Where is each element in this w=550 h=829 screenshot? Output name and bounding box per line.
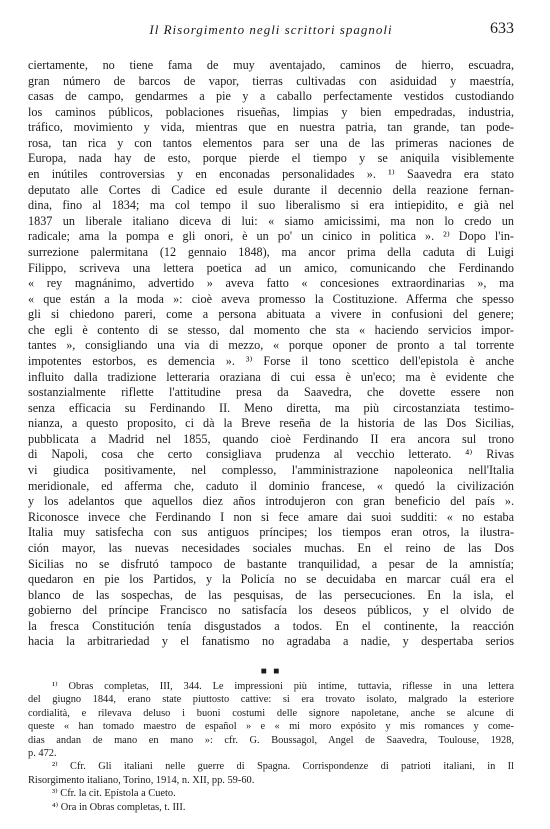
text-line: y los adelantos que aquellos diez años introdujeron con gran beneficio del país ».: [28, 494, 514, 509]
text-line: nianza, a questo proposito, ci dà la Breve reseña de la historia de las Dos Sicilias,: [28, 416, 514, 431]
text-line: meridionale, ed afferma che, caduto il dominio francese, « quedó la civilización: [28, 478, 514, 493]
text-line: en inútiles controversias y en enconadas personalidades ». ¹⁾ Saavedra era stato: [28, 167, 514, 182]
text-line: senza efficacia su Ferdinando II. Meno diretta, ma più circostanziata testimo-: [28, 400, 514, 415]
text-line: « que están a la moda »: cioè aveva promesso la Costituzione. Afferma che spesso: [28, 291, 514, 306]
text-line: che egli è contento di se stesso, dal momento che sta « haciendo servicios impor-: [28, 322, 514, 337]
text-line: Filippo, scriveva una lettera poetica ad un amico, comunicando che Ferdinando: [28, 260, 514, 275]
text-line: dina, fino al 1834; ma col tempo il suo liberalismo si era intiepidito, e già nel: [28, 198, 514, 213]
text-line: tantes », consigliando una via di mezzo, « porque oponer de pronto a tal torrente: [28, 338, 514, 353]
text-line: pubblicata a Madrid nel 1855, quando cioè Ferdinando II era ancora sul trono: [28, 431, 514, 446]
footnote-line: Risorgimento italiano, Torino, 1914, n. XII, pp. 59-60.: [28, 774, 255, 786]
main-text: [28, 58, 514, 650]
footnote-line: queste « han tomado maestro de español » e « mi moro expósito y mis romances y come-: [28, 721, 514, 733]
footnote: [28, 801, 514, 814]
footnote: [28, 760, 514, 787]
text-line: los caminos públicos, poblaciones risueñas, limpias y bien empedradas, industria,: [28, 104, 514, 119]
text-line: gli si chiedono pareri, come a persona abituata a vivere in confusioni del genere;: [28, 307, 514, 322]
footnote: [28, 787, 514, 800]
text-line: Italia muy satisfecha con sus antiguos príncipes; los tiempos eran otros, la ilustra-: [28, 525, 514, 540]
footnote-line: p. 472.: [28, 748, 57, 759]
text-line: radicale; ama la pompa e gli onori, è un po' un cinico in politica ». ²⁾ Dopo l'in-: [28, 229, 514, 244]
text-line: quedaron en pie los Partidos, y la Policía no se decuidaba en marcar cuál era el: [28, 572, 514, 587]
text-line: sostanzialmente riflette l'attitudine presa da Saavedra, che dovette essere non: [28, 385, 514, 400]
text-line: Riconosce invece che Ferdinando I non si fece amare dai suoi sudditi: « no estaba: [28, 509, 514, 524]
footnote-line: cordialità, e rilevava deluso i buoni costumi delle signore napoletane, anche se alcune di: [28, 707, 514, 719]
text-line: di Napoli, cosa che certo consigliava prudenza al vecchio letterato. ⁴⁾ Rivas: [28, 447, 514, 462]
text-line: casas de campo, gendarmes a pie y a caballo perfectamente vestidos custodiando: [28, 89, 514, 104]
text-line: Sicilias no se disfrutó tampoco de bastante tranquilidad, a pesar de la amnistía;: [28, 556, 514, 571]
footnote-line: ¹⁾ Obras completas, III, 344. Le impressioni più intime, tuttavia, riflesse in una lettera: [52, 680, 514, 692]
text-line: « rey magnánimo, advertido » aveva fatto « concesiones extraordinarias », ma: [28, 276, 514, 291]
text-line: vi giudica positivamente, nel complesso, l'amministrazione napoleonica nell'Italia: [28, 463, 514, 478]
footnote-line: del giugno 1844, erano state piuttosto cattive: si era trovato isolato, malgrado la esteriore: [28, 694, 514, 706]
running-head: [28, 20, 514, 42]
footnote: [28, 680, 514, 760]
text-line: la fresca Constitución tenía disgustados a todos. En el continente, la reacción: [28, 618, 514, 633]
text-line: 1837 un liberale italiano diceva di lui: « siamo amicissimi, ma non lo credo un: [28, 213, 514, 228]
text-line: ciertamente, no tiene fama de muy aventajado, caminos de hierro, escuadra,: [28, 58, 514, 72]
text-line: influito dalla tradizione letteraria oraziana di cui essa è un'eco; ma è evidente che: [28, 369, 514, 384]
text-line: gobierno del príncipe Francisco no satisfacía los deseos públicos, y el olvido de: [28, 603, 514, 618]
text-line: ción mayor, las nuevas necesidades sociales muchas. En el reino de las Dos: [28, 540, 514, 555]
footnote-separator: ■ ■: [260, 665, 282, 677]
text-line: impotentes estorbos, es demencia ». ³⁾ Forse il tono scettico dell'epistola è anche: [28, 353, 514, 368]
footnote-line: ⁴⁾ Ora in Obras completas, t. III.: [52, 801, 186, 813]
text-line: rosa, tan rica y con tantos elementos para ser una de las primeras naciones de: [28, 135, 514, 150]
footnote-line: ³⁾ Cfr. la cit. Epístola a Cueto.: [52, 788, 176, 800]
text-line: deputato alle Cortes di Cadice ed esule durante il decennio della reazione fernan-: [28, 182, 514, 197]
text-line: blanco de las sospechas, de las pesquisas, de las persecuciones. En la isla, el: [28, 587, 514, 602]
text-line: gran número de barcos de vapor, tierras cultivadas con asiduidad y maestría,: [28, 73, 514, 88]
text-line: hacia la arbitrariedad y el fanatismo no agradaba a nadie, y despertaba serios: [28, 634, 514, 649]
running-title: Il Risorgimento negli scrittori spagnoli: [149, 22, 393, 37]
text-line: surrezione palermitana (12 gennaio 1848), ma ancor prima della caduta di Luigi: [28, 244, 514, 259]
footnote-line: dias andan de mano en mano »: cfr. G. Boussagol, Angel de Saavedra, Toulouse, 1928,: [28, 734, 514, 746]
text-line: tráfico, movimiento y vida, mientras que en nuestra patria, tan grande, tan pode-: [28, 120, 514, 135]
footnote-line: ²⁾ Cfr. Gli italiani nelle guerre di Spagna. Corrispondenze di patrioti italiani, in Il: [52, 761, 514, 773]
page-number: 633: [490, 20, 514, 37]
footnotes: [28, 680, 514, 814]
text-line: Europa, nada hay de esto, porque pierde el tiempo y se aniquila visiblemente: [28, 151, 514, 166]
